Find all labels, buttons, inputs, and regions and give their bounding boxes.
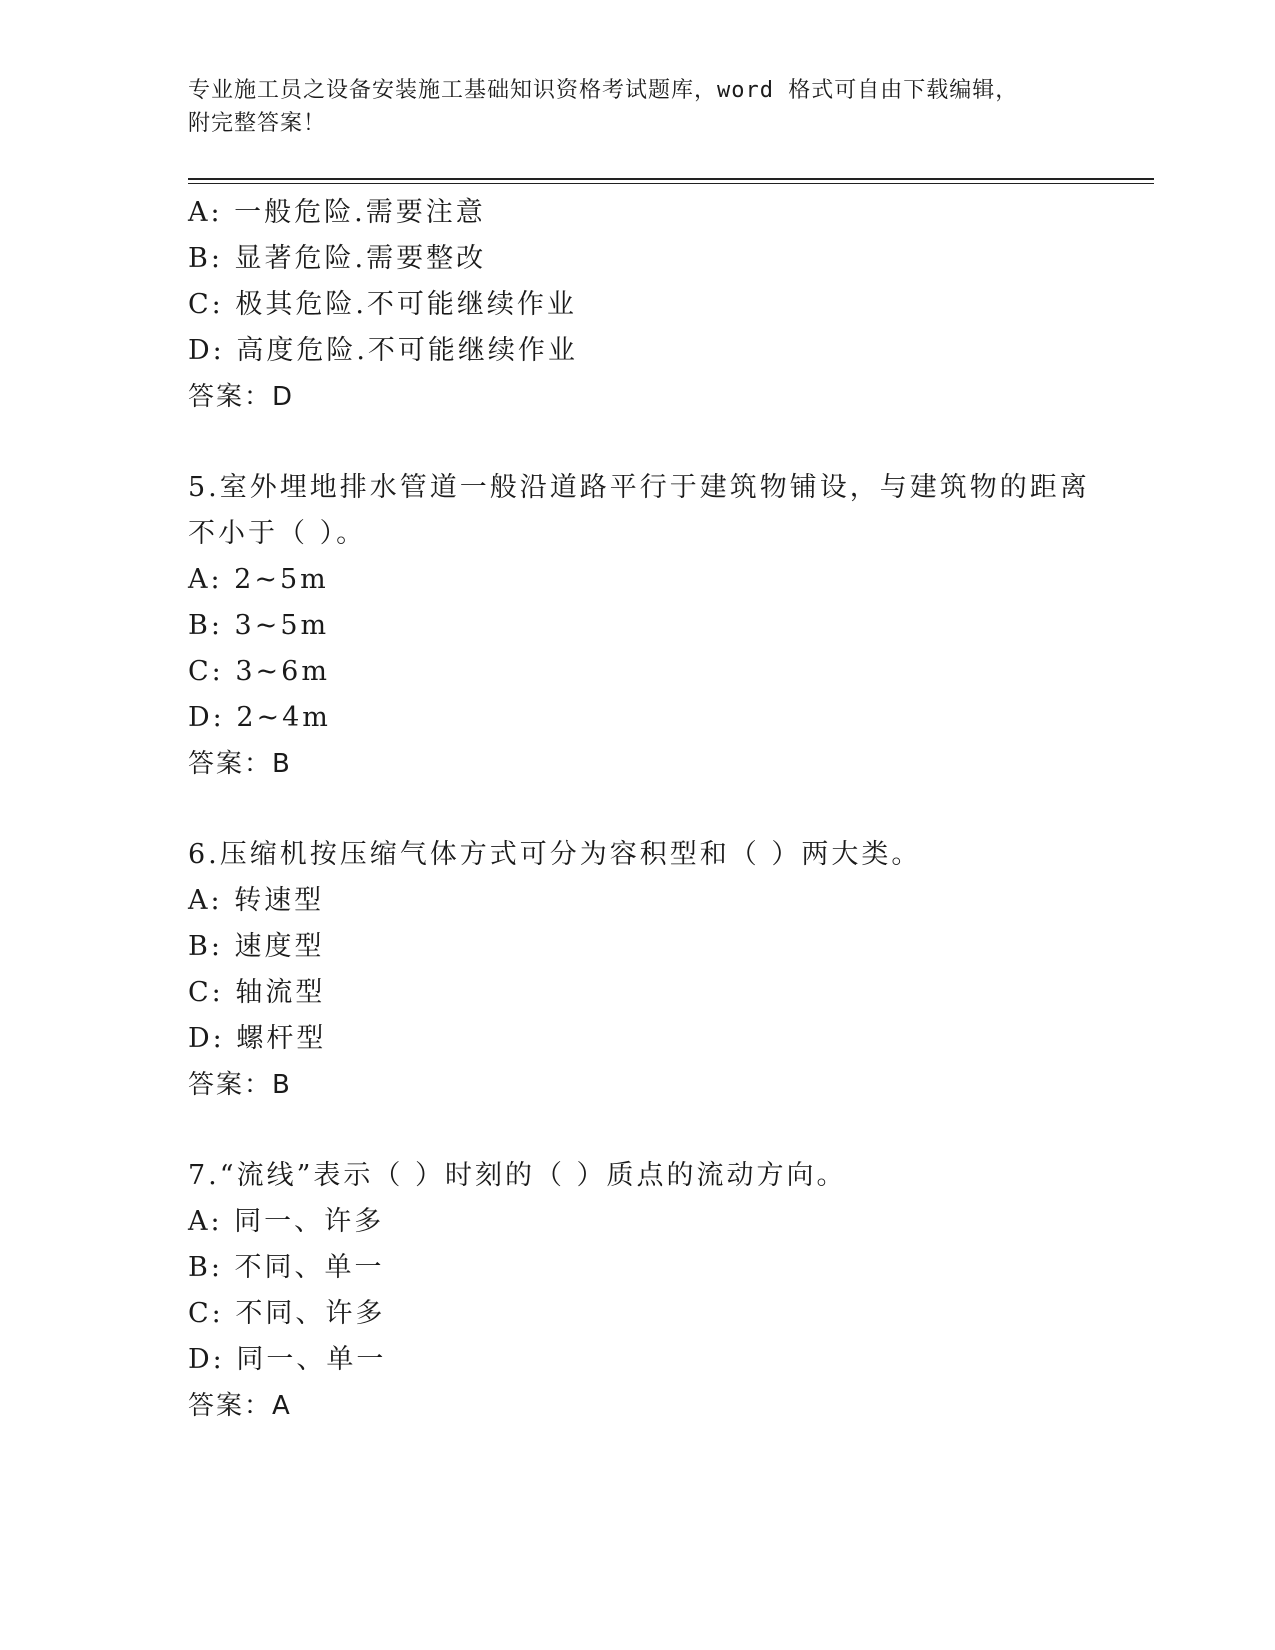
document-header — [188, 74, 1088, 140]
option-a: A: 同一、许多 — [188, 1206, 385, 1237]
question-5 — [188, 465, 1088, 787]
option-d: D: 螺杆型 — [188, 1023, 327, 1054]
spacer — [188, 1108, 1088, 1153]
option-b: B: 速度型 — [188, 931, 325, 962]
question-content — [188, 190, 1088, 1429]
header-line-2: 附完整答案！ — [188, 111, 327, 136]
answer: 答案：B — [188, 1070, 292, 1100]
answer: 答案：D — [188, 382, 295, 412]
question-7 — [188, 1153, 1088, 1429]
option-c: C: 极其危险.不可能继续作业 — [188, 289, 577, 320]
option-a: A: 2~5m — [188, 564, 329, 595]
question-text-line-2: 不小于（ ）。 — [188, 518, 367, 549]
question-text: 6.压缩机按压缩气体方式可分为容积型和（ ）两大类。 — [188, 839, 922, 870]
spacer — [188, 787, 1088, 832]
header-rule-thin — [188, 183, 1154, 184]
header-line-1: 专业施工员之设备安装施工基础知识资格考试题库，word 格式可自由下载编辑， — [188, 78, 1019, 103]
option-b: B: 显著危险.需要整改 — [188, 243, 487, 274]
header-rule-thick — [188, 178, 1154, 180]
option-a: A: 一般危险.需要注意 — [188, 197, 486, 228]
option-c: C: 不同、许多 — [188, 1298, 386, 1329]
option-c: C: 轴流型 — [188, 977, 326, 1008]
option-b: B: 3~5m — [188, 610, 330, 641]
option-a: A: 转速型 — [188, 885, 325, 916]
answer: 答案：A — [188, 1391, 292, 1421]
question-text-line-1: 5.室外埋地排水管道一般沿道路平行于建筑物铺设，与建筑物的距离 — [188, 472, 1090, 503]
option-d: D: 同一、单一 — [188, 1344, 387, 1375]
question-6 — [188, 832, 1088, 1108]
spacer — [188, 420, 1088, 465]
question-4 — [188, 190, 1088, 420]
option-c: C: 3~6m — [188, 656, 330, 687]
option-d: D: 高度危险.不可能继续作业 — [188, 335, 578, 366]
answer: 答案：B — [188, 749, 292, 779]
option-b: B: 不同、单一 — [188, 1252, 385, 1283]
question-text: 7.“流线”表示（ ）时刻的（ ）质点的流动方向。 — [188, 1160, 847, 1191]
option-d: D: 2~4m — [188, 702, 331, 733]
